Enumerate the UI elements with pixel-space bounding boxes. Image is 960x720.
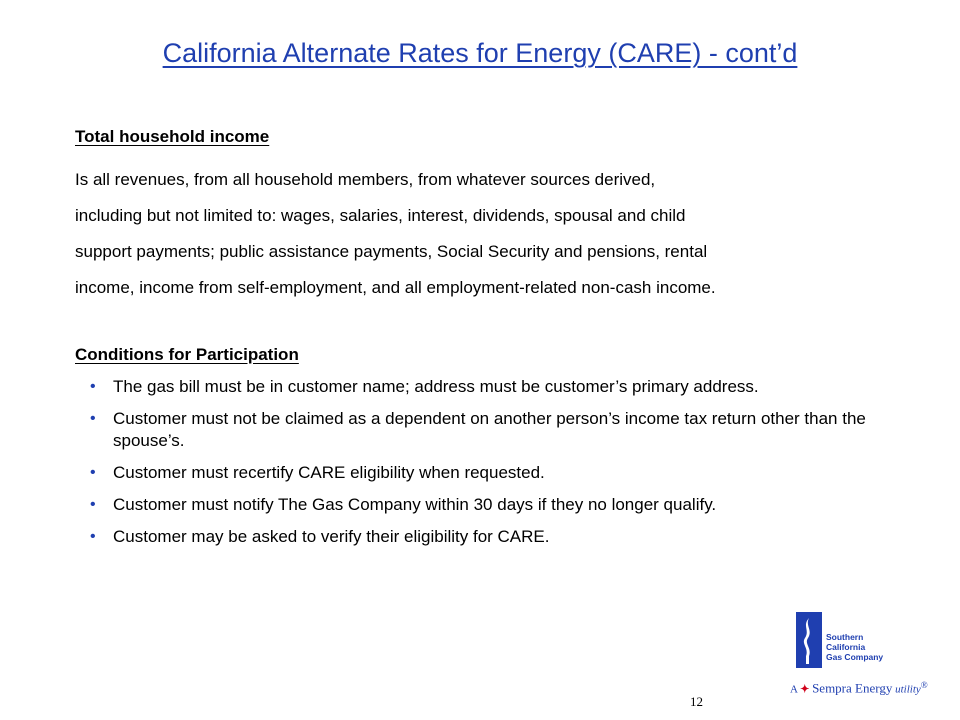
page-number: 12 <box>690 694 703 709</box>
bullet-text: The gas bill must be in customer name; address must be customer’s primary address. <box>113 377 759 396</box>
list-item <box>75 526 895 548</box>
list-item <box>75 408 895 452</box>
income-line: Is all revenues, from all household members, from whatever sources derived, <box>75 170 656 189</box>
conditions-heading: Conditions for Participation <box>75 345 299 364</box>
income-line: income, income from self-employment, and all employment-related non-cash income. <box>75 278 716 297</box>
bullet-icon: • <box>90 378 96 395</box>
bullet-text: Customer must notify The Gas Company within 30 days if they no longer qualify. <box>113 495 717 514</box>
list-item <box>75 494 895 516</box>
income-line: support payments; public assistance payments, Social Security and pensions, rental <box>75 242 708 261</box>
logo-sempra-line: A ✦ Sempra Energy utility® <box>790 680 928 696</box>
bullet-icon: • <box>90 410 96 427</box>
bullet-text: Customer may be asked to verify their eligibility for CARE. <box>113 527 550 546</box>
bullet-icon: • <box>90 528 96 545</box>
list-item <box>75 376 895 398</box>
logo-company-name: Southern California Gas Company <box>826 632 884 662</box>
income-heading: Total household income <box>75 127 270 146</box>
bullet-text: Customer must not be claimed as a dependent on another person’s income tax return other than the spouse’s. <box>113 409 866 450</box>
slide-title: California Alternate Rates for Energy (CARE) - cont’d <box>162 38 798 68</box>
conditions-list <box>75 376 895 558</box>
income-paragraph <box>75 162 915 306</box>
income-line: including but not limited to: wages, salaries, interest, dividends, spousal and child <box>75 206 686 225</box>
sempra-mark-icon: ✦ <box>800 683 810 696</box>
bullet-icon: • <box>90 464 96 481</box>
list-item <box>75 462 895 484</box>
bullet-text: Customer must recertify CARE eligibility when requested. <box>113 463 545 482</box>
bullet-icon: • <box>90 496 96 513</box>
company-logo <box>790 612 940 702</box>
flame-icon <box>796 612 822 668</box>
